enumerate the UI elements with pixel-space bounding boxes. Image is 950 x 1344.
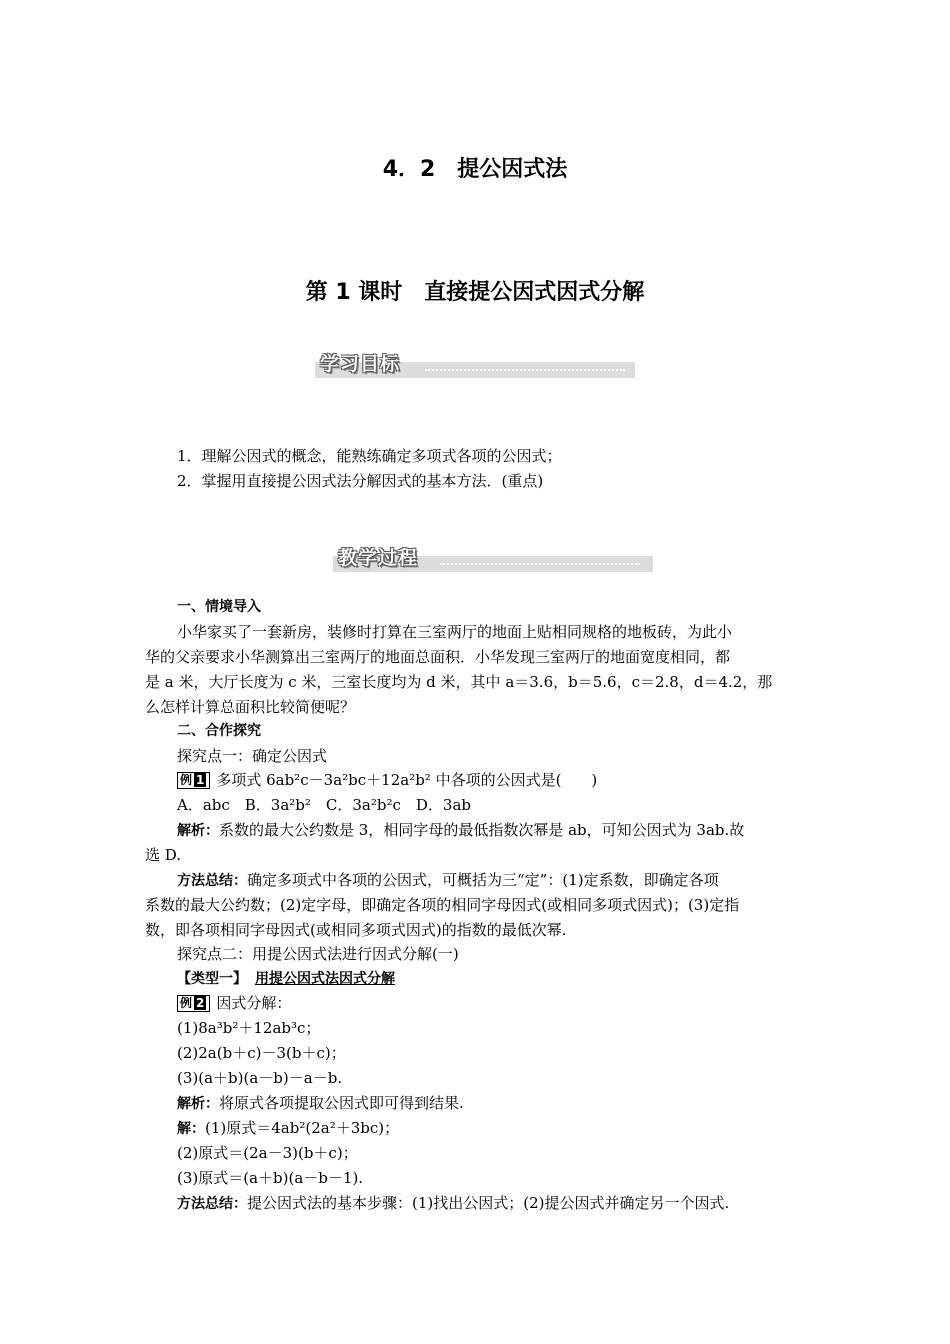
example-2-analysis: 解析：将原式各项提取公因式即可得到结果.	[177, 1094, 464, 1112]
example-2-question: 例 2 因式分解：	[177, 991, 291, 1015]
paragraph-line: 么怎样计算总面积比较简便呢？	[145, 698, 356, 716]
example-1-options: A．abc B．3a²b² C．3a²b²c D．3ab	[177, 796, 472, 814]
objective-item: 2．掌握用直接提公因式法分解因式的基本方法．(重点)	[177, 472, 544, 490]
paragraph-line: 数，即各项相同字母因式(或相同多项式因式)的指数的最低次幂.	[145, 921, 567, 939]
section-heading: 二、合作探究	[177, 723, 261, 739]
example-badge: 例 2	[177, 995, 210, 1012]
paragraph-line: 小华家买了一套新房，装修时打算在三室两厅的地面上贴相同规格的地板砖，为此小	[177, 623, 733, 641]
lesson-title: 第 1 课时 直接提公因式因式分解	[305, 280, 645, 305]
type-heading: 【类型一】 用提公因式法因式分解	[177, 971, 395, 987]
example-1-analysis: 解析：系数的最大公约数是 3，相同字母的最低指数次幂是 ab，可知公因式为 3ab.故	[177, 821, 745, 839]
process-banner-title: 教学过程	[338, 547, 419, 569]
example-2-item: (3)(a＋b)(a－b)－a－b.	[177, 1069, 343, 1087]
paragraph-line: 华的父亲要求小华测算出三室两厅的地面总面积．小华发现三室两厅的地面宽度相同，都	[145, 648, 731, 666]
paragraph-line: 系数的最大公约数；(2)定字母，即确定各项的相同字母因式(或相同多项式因式)；(3)定指	[145, 896, 740, 914]
example-1-summary: 方法总结：确定多项式中各项的公因式，可概括为三“定”：(1)定系数，即确定各项	[177, 871, 719, 889]
example-2-solution-line: (3)原式＝(a＋b)(a－b－1).	[177, 1169, 364, 1187]
objective-item: 1．理解公因式的概念，能熟练确定多项式各项的公因式；	[177, 447, 562, 465]
example-2-solution-line: (2)原式＝(2a－3)(b＋c)；	[177, 1144, 358, 1162]
paragraph-line: 是 a 米，大厅长度为 c 米，三室长度均为 d 米，其中 a＝3.6，b＝5.6，c＝2.8，d＝4.2，那	[145, 673, 773, 691]
example-badge: 例 1	[177, 772, 210, 789]
objectives-banner-title: 学习目标	[320, 353, 401, 375]
example-2-item: (1)8a³b²＋12ab³c；	[177, 1019, 321, 1037]
example-2-solution: 解：(1)原式＝4ab²(2a²＋3bc)；	[177, 1119, 400, 1137]
paragraph-line: 选 D.	[145, 846, 182, 864]
example-2-item: (2)2a(b＋c)－3(b＋c)；	[177, 1044, 346, 1062]
example-2-summary: 方法总结：提公因式法的基本步骤：(1)找出公因式；(2)提公因式并确定另一个因式.	[177, 1194, 730, 1212]
section-heading: 一、情境导入	[177, 599, 261, 615]
explore-point: 探究点二：用提公因式法进行因式分解(一)	[177, 945, 459, 963]
explore-point: 探究点一：确定公因式	[177, 747, 328, 765]
banner-dots	[425, 369, 625, 371]
section-title: 4．2 提公因式法	[382, 157, 568, 182]
banner-dots	[440, 563, 640, 565]
example-1-question: 例 1 多项式 6ab²c－3a²bc＋12a²b² 中各项的公因式是( )	[177, 768, 597, 792]
